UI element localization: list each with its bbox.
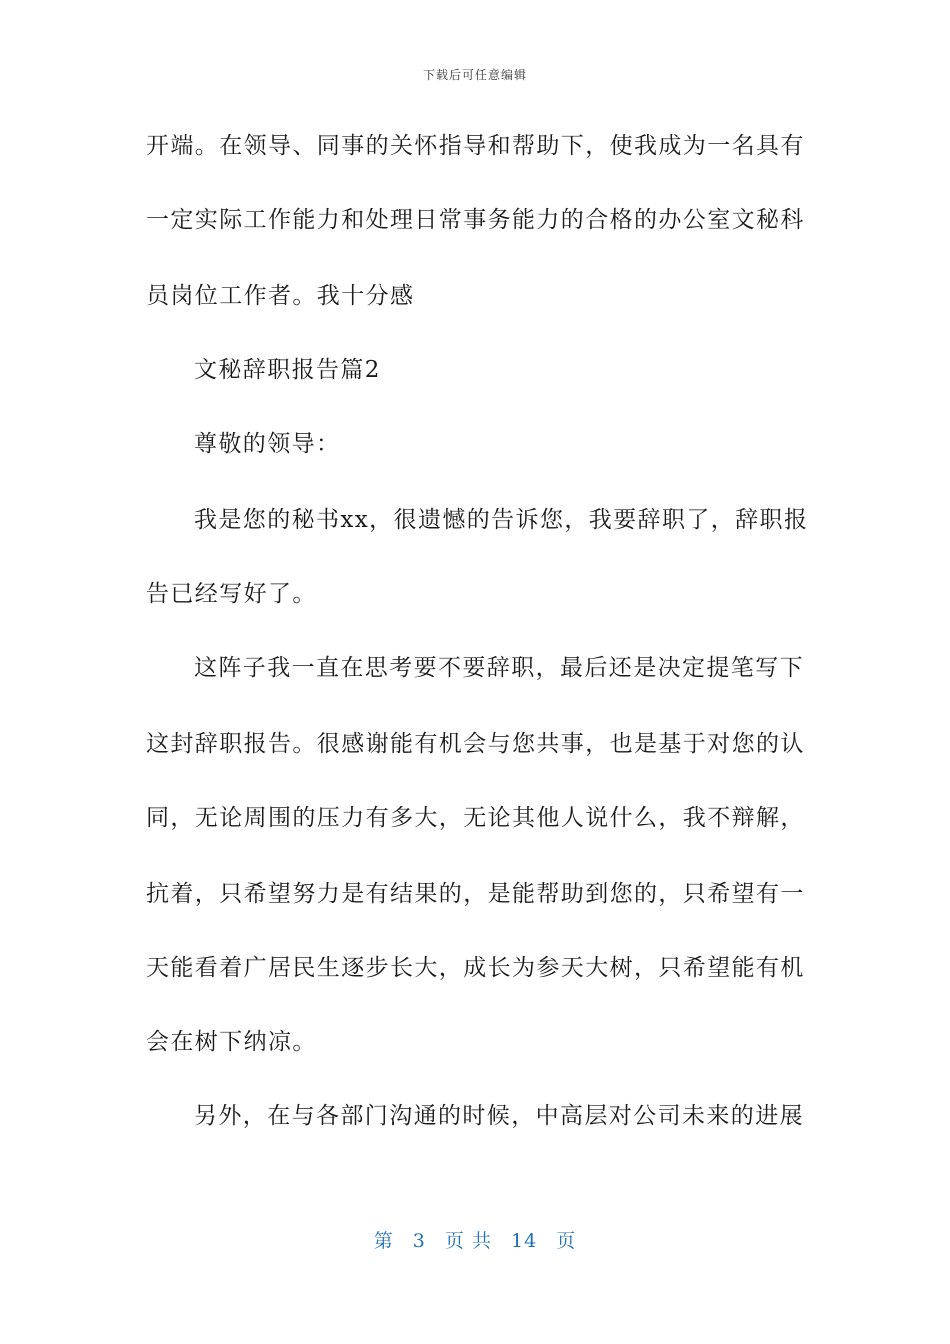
salutation: 尊敬的领导： (194, 431, 341, 457)
footer-suffix: 页 (556, 1230, 577, 1252)
paragraph-line: 告已经写好了。 (146, 581, 317, 607)
paragraph-line: 会在树下纳凉。 (146, 1029, 317, 1055)
paragraph-line: 员岗位工作者。我十分感 (146, 283, 415, 309)
header-note: 下载后可任意编辑 (422, 68, 527, 82)
paragraph-line: 这封辞职报告。很感谢能有机会与您共事，也是基于对您的认 (146, 731, 805, 757)
footer-middle: 页 共 (444, 1230, 492, 1252)
paragraph-line: 我是您的秘书xx，很遗憾的告诉您，我要辞职了，辞职报 (194, 507, 809, 533)
section-heading: 文秘辞职报告篇2 (194, 357, 381, 383)
paragraph-line: 天能看着广居民生逐步长大，成长为参天大树，只希望能有机 (146, 955, 805, 981)
paragraph-line: 这阵子我一直在思考要不要辞职，最后还是决定提笔写下 (194, 655, 804, 681)
footer-prefix: 第 (373, 1230, 394, 1252)
total-page-count: 14 (511, 1230, 538, 1252)
paragraph-line: 同，无论周围的压力有多大，无论其他人说什么，我不辩解， (146, 805, 805, 831)
current-page-number: 3 (412, 1230, 426, 1252)
paragraph-line: 抗着，只希望努力是有结果的，是能帮助到您的，只希望有一 (146, 881, 805, 907)
paragraph-line: 一定实际工作能力和处理日常事务能力的合格的办公室文秘科 (146, 207, 805, 233)
page-footer (0, 1226, 950, 1253)
paragraph-line: 另外，在与各部门沟通的时候，中高层对公司未来的进展 (194, 1103, 804, 1129)
paragraph-line: 开端。在领导、同事的关怀指导和帮助下，使我成为一名具有 (146, 133, 805, 159)
